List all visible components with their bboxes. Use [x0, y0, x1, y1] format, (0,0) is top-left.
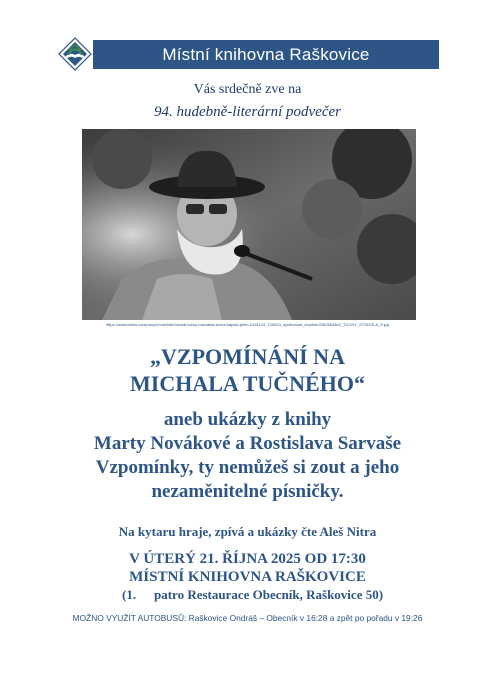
- event-when: V ÚTERÝ 21. ŘÍJNA 2025 OD 17:30: [129, 551, 366, 567]
- library-name-banner: Místní knihovna Raškovice: [93, 40, 439, 69]
- venue-floor-number: (1.: [122, 587, 137, 602]
- header: [57, 36, 439, 72]
- subtitle-line4: nezaměnitelné písničky.: [151, 481, 344, 502]
- invite-line: Vás srdečně zve na: [193, 82, 302, 97]
- venue-floor-text: patro Restaurace Obecník, Raškovice 50): [154, 587, 384, 602]
- subtitle-line1: aneb ukázky z knihy: [163, 409, 332, 430]
- library-book-logo-icon: [57, 36, 93, 72]
- venue-floor: [122, 587, 383, 603]
- event-number: 94. hudebně-literární podvečer: [153, 104, 342, 120]
- singer-photo-image: [82, 129, 416, 320]
- subtitle-line2: Marty Novákové a Rostislava Sarvaše: [93, 433, 402, 454]
- event-title-line1: „VZPOMÍNÁNÍ NA: [150, 344, 345, 369]
- event-subtitle: [0, 408, 495, 504]
- singer-photo: [82, 129, 416, 320]
- event-title-line2: MICHALA TUČNÉHO“: [130, 371, 365, 396]
- subtitle-line3: Vzpomínky, ty nemůžeš si zout a jeho: [95, 457, 400, 478]
- performer-line: Na kytaru hraje, zpívá a ukázky čte Aleš Nitra: [118, 524, 377, 539]
- event-where: MÍSTNÍ KNIHOVNA RAŠKOVICE: [129, 569, 366, 585]
- event-datetime: [0, 550, 495, 586]
- event-title: [0, 343, 495, 397]
- photo-credit-url[interactable]: https://www.idnes.cz/zpravy/revue/lide/michal-tucny-michaela-tucna-kapela-jelen.A181124_125024_spolecnost_zep/foto/OBJ5648b2_TUCNY_STODOLA_3.jpg: [105, 322, 390, 327]
- bus-info: MOŽNO VYUŽÍT AUTOBUSŮ: Raškovice Ondráš – Obecník v 16:28 a zpět po pořadu v 19:26: [72, 613, 423, 623]
